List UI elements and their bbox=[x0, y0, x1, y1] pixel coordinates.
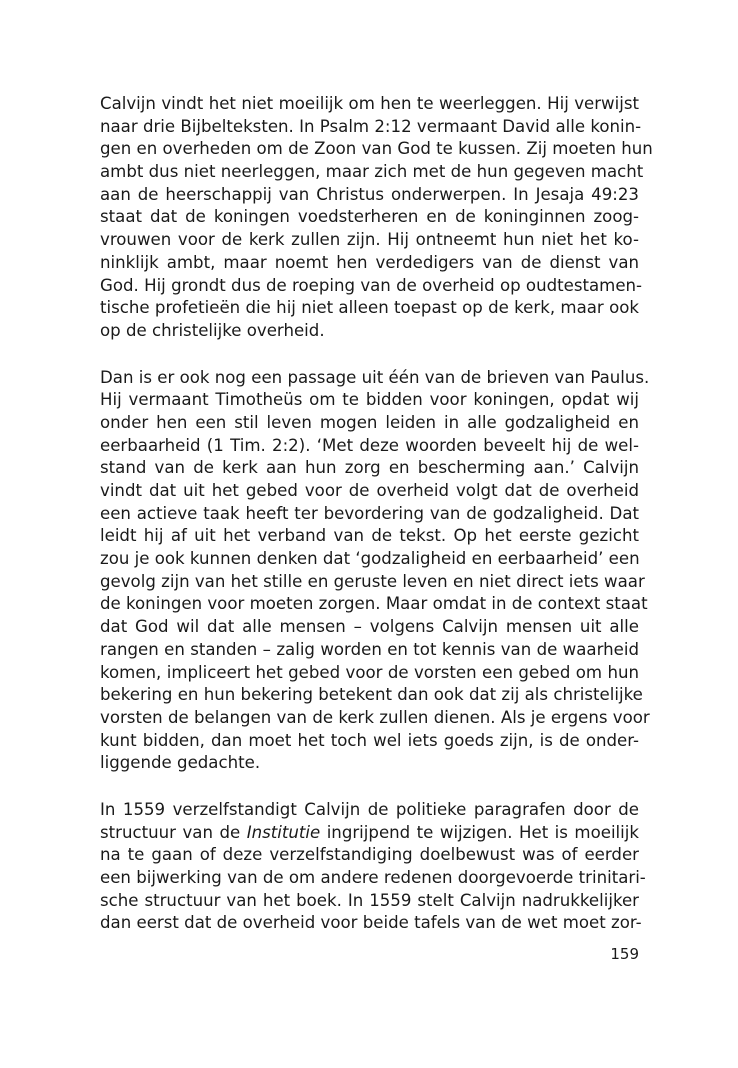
text-line: kunt bidden, dan moet het toch wel iets goeds zijn, is de onder- bbox=[100, 730, 639, 750]
text-segment: structuur van de bbox=[100, 822, 247, 842]
page-body bbox=[100, 93, 653, 959]
text-line: staat dat de koningen voedsterheren en de koninginnen zoog- bbox=[100, 207, 639, 227]
text-line: ninklijk ambt, maar noemt hen verdedigers van de dienst van bbox=[100, 252, 639, 272]
text-line: liggende gedachte. bbox=[100, 753, 261, 773]
text-line: leidt hij af uit het verband van de tekst. Op het eerste gezicht bbox=[100, 526, 639, 546]
text-line: de koningen voor moeten zorgen. Maar omdat in de context staat bbox=[100, 594, 648, 614]
text-line: Hij vermaant Timotheüs om te bidden voor koningen, opdat wij bbox=[100, 390, 639, 410]
text-line-with-italic bbox=[100, 822, 639, 845]
text-line: bekering en hun bekering betekent dan ook dat zij als christelijke bbox=[100, 685, 643, 705]
text-line: na te gaan of deze verzelfstandiging doelbewust was of eerder bbox=[100, 845, 639, 865]
text-line: gevolg zijn van het stille en geruste leven en niet direct iets waar bbox=[100, 571, 645, 591]
paragraph-1 bbox=[100, 93, 653, 343]
text-line: rangen en standen – zalig worden en tot kennis van de waarheid bbox=[100, 639, 639, 659]
text-line: een actieve taak heeft ter bevordering van de godzaligheid. Dat bbox=[100, 503, 639, 523]
text-line: ambt dus niet neerleggen, maar zich met de hun gegeven macht bbox=[100, 162, 644, 182]
text-line: vrouwen voor de kerk zullen zijn. Hij ontneemt hun niet het ko- bbox=[100, 230, 639, 250]
text-line: aan de heerschappij van Christus onderwerpen. In Jesaja 49:23 bbox=[100, 184, 639, 204]
text-line: een bijwerking van de om andere redenen doorgevoerde trinitari- bbox=[100, 868, 646, 887]
text-segment: ingrijpend te wijzigen. Het is moeilijk bbox=[320, 822, 639, 842]
text-line: zou je ook kunnen denken dat ‘godzaligheid en eerbaarheid’ een bbox=[100, 549, 640, 569]
text-line: vorsten de belangen van de kerk zullen dienen. Als je ergens voor bbox=[100, 707, 650, 727]
text-line: komen, impliceert het gebed voor de vorsten een gebed om hun bbox=[100, 662, 639, 682]
page-number: 159 bbox=[610, 945, 639, 963]
text-line: stand van de kerk aan hun zorg en bescherming aan.’ Calvijn bbox=[100, 458, 639, 478]
text-line: op de christelijke overheid. bbox=[100, 320, 325, 340]
text-line: gen en overheden om de Zoon van God te kussen. Zij moeten hun bbox=[100, 139, 653, 159]
text-line: vindt dat uit het gebed voor de overheid volgt dat de overheid bbox=[100, 481, 639, 500]
paragraph-3 bbox=[100, 799, 646, 935]
text-line: God. Hij grondt dus de roeping van de overheid op oudtestamen- bbox=[100, 275, 643, 295]
text-line: naar drie Bijbelteksten. In Psalm 2:12 vermaant David alle konin- bbox=[100, 116, 642, 136]
book-title-institutie: Institutie bbox=[246, 822, 321, 842]
text-line: dat God wil dat alle mensen – volgens Calvijn mensen uit alle bbox=[100, 617, 639, 637]
text-line: onder hen een stil leven mogen leiden in alle godzaligheid en bbox=[100, 412, 639, 432]
paragraph-2 bbox=[100, 367, 650, 775]
text-line: tische profetieën die hij niet alleen toepast op de kerk, maar ook bbox=[100, 298, 639, 318]
text-line: dan eerst dat de overheid voor beide tafels van de wet moet zor- bbox=[100, 913, 642, 933]
text-line: eerbaarheid (1 Tim. 2:2). ‘Met deze woorden beveelt hij de wel- bbox=[100, 435, 639, 455]
text-line: In 1559 verzelfstandigt Calvijn de politieke paragrafen door de bbox=[100, 799, 639, 819]
text-line: Calvijn vindt het niet moeilijk om hen te weerleggen. Hij verwijst bbox=[100, 94, 639, 113]
text-line: Dan is er ook nog een passage uit één van de brieven van Paulus. bbox=[100, 367, 650, 387]
text-line: sche structuur van het boek. In 1559 stelt Calvijn nadrukkelijker bbox=[100, 890, 639, 910]
